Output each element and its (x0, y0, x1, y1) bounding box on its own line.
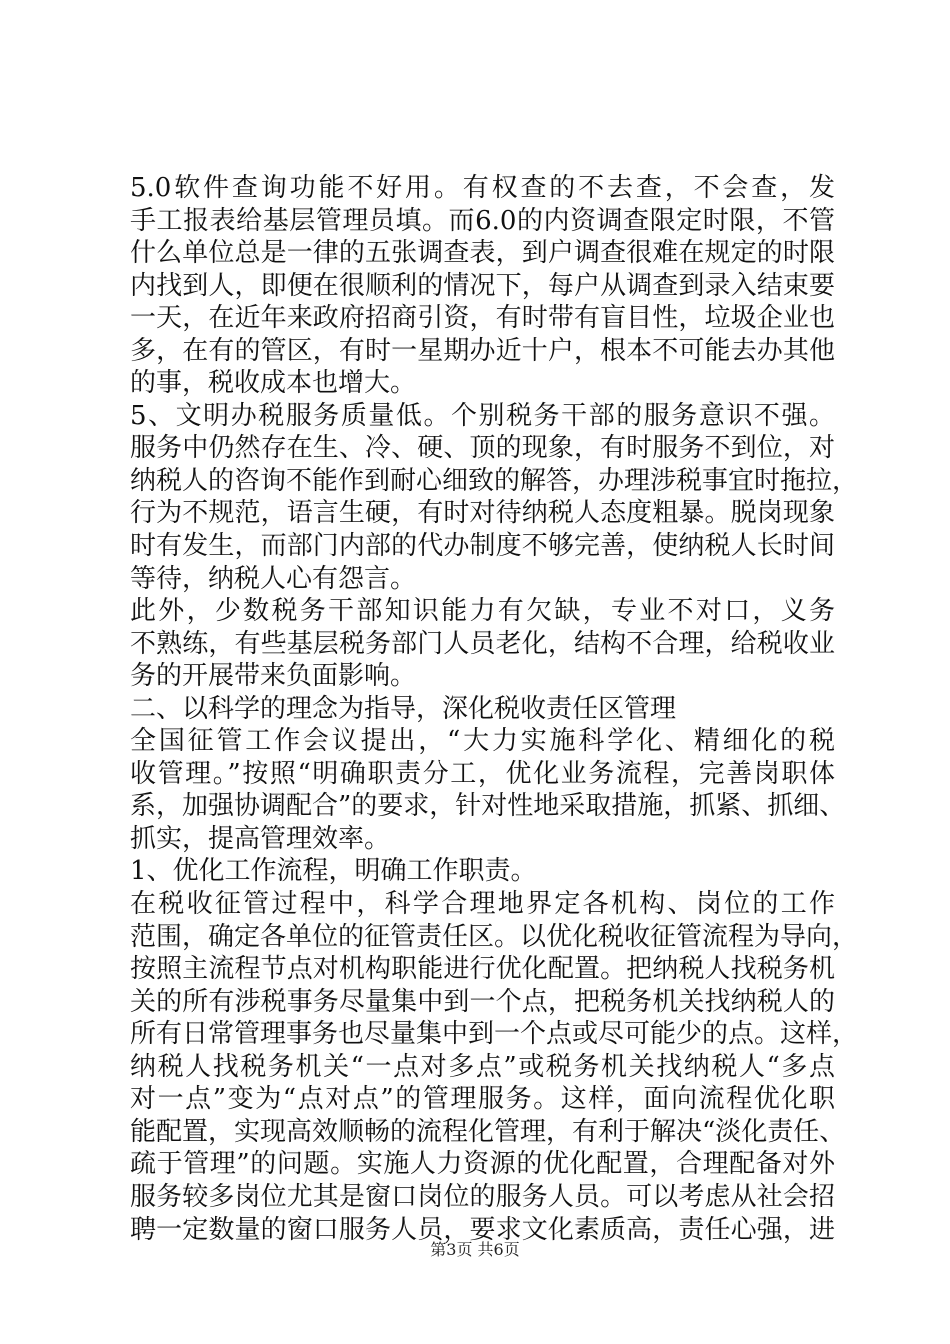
text-line: 此外，少数税务干部知识能力有欠缺，专业不对口，义务 (130, 596, 835, 627)
text-line: 疏于管理”的问题。实施人力资源的优化配置，合理配备对外 (130, 1149, 835, 1180)
text-line: 纳税人的咨询不能作到耐心细致的解答，办理涉税事宜时拖拉， (130, 465, 859, 496)
page-number-footer: 第3页 共6页 (430, 1240, 520, 1259)
text-line: 5.0软件查询功能不好用。有权查的不去查，不会查，发 (130, 173, 835, 203)
text-line: 纳税人找税务机关“一点对多点”或税务机关找纳税人“多点 (130, 1051, 835, 1082)
text-line: 等待，纳税人心有怨言。 (130, 563, 417, 594)
text-line: 务的开展带来负面影响。 (130, 661, 417, 692)
text-line: 手工报表给基层管理员填。而6.0的内资调查限定时限，不管 (130, 205, 835, 236)
text-line: 5、文明办税服务质量低。个别税务干部的服务意识不强。 (130, 400, 835, 431)
text-line: 不熟练，有些基层税务部门人员老化，结构不合理，给税收业 (130, 628, 835, 659)
text-line: 关的所有涉税事务尽量集中到一个点，把税务机关找纳税人的 (130, 986, 835, 1017)
text-line: 的事，税收成本也增大。 (130, 368, 417, 399)
text-line: 服务中仍然存在生、冷、硬、顶的现象，有时服务不到位，对 (130, 433, 835, 464)
subsection-heading: 1、优化工作流程，明确工作职责。 (130, 856, 537, 887)
text-line: 在税收征管过程中，科学合理地界定各机构、岗位的工作 (130, 889, 835, 920)
text-line: 所有日常管理事务也尽量集中到一个点或尽可能少的点。这样， (130, 1019, 859, 1050)
text-line: 收管理。”按照“明确职责分工，优化业务流程，完善岗职体 (130, 758, 835, 789)
text-line: 多，在有的管区，有时一星期办近十户，根本不可能去办其他 (130, 335, 835, 366)
document-body (130, 172, 859, 1246)
text-line: 对一点”变为“点对点”的管理服务。这样，面向流程优化职 (130, 1084, 835, 1115)
text-line: 聘一定数量的窗口服务人员，要求文化素质高，责任心强，进 (130, 1214, 835, 1245)
text-line: 内找到人，即便在很顺利的情况下，每户从调查到录入结束要 (130, 270, 835, 301)
text-line: 能配置，实现高效顺畅的流程化管理，有利于解决“淡化责任、 (130, 1116, 846, 1147)
text-line: 服务较多岗位尤其是窗口岗位的服务人员。可以考虑从社会招 (130, 1181, 835, 1212)
text-line: 抓实，提高管理效率。 (130, 823, 391, 854)
text-line: 按照主流程节点对机构职能进行优化配置。把纳税人找税务机 (130, 954, 835, 985)
text-line: 时有发生，而部门内部的代办制度不够完善，使纳税人长时间 (130, 531, 835, 562)
text-line: 行为不规范，语言生硬，有时对待纳税人态度粗暴。脱岗现象 (130, 498, 835, 529)
text-line: 全国征管工作会议提出，“大力实施科学化、精细化的税 (130, 726, 835, 757)
text-line: 一天，在近年来政府招商引资，有时带有盲目性，垃圾企业也 (130, 303, 835, 334)
text-line: 什么单位总是一律的五张调查表，到户调查很难在规定的时限 (130, 238, 835, 269)
text-line: 系，加强协调配合”的要求，针对性地采取措施，抓紧、抓细、 (130, 791, 846, 822)
text-line: 范围，确定各单位的征管责任区。以优化税收征管流程为导向， (130, 921, 859, 952)
section-heading: 二、以科学的理念为指导，深化税收责任区管理 (130, 693, 677, 724)
